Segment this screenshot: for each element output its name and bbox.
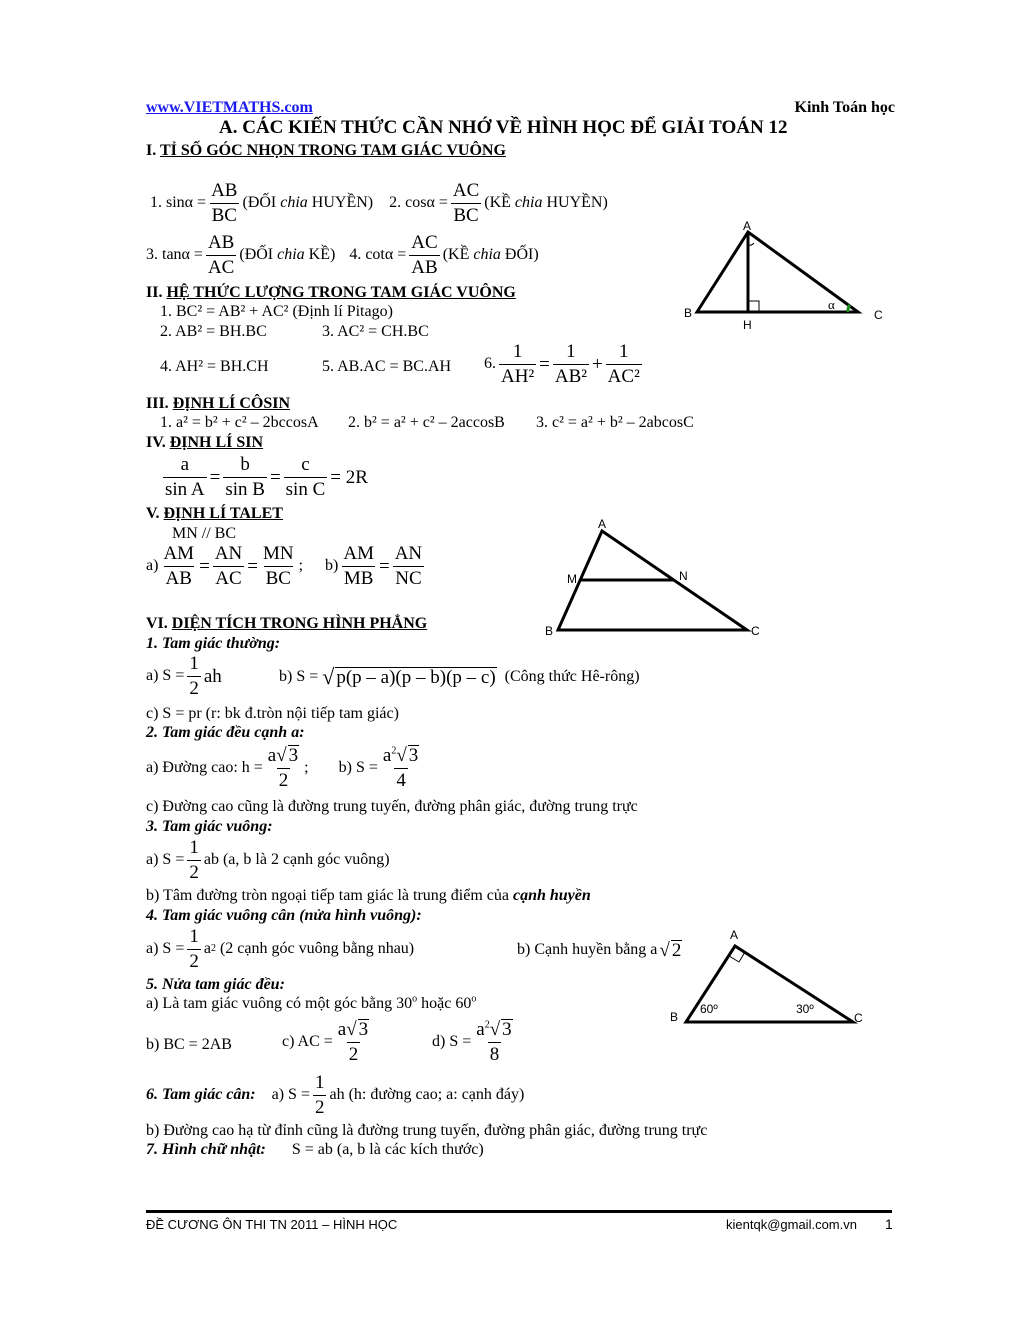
section-number: V. — [146, 505, 160, 522]
half-equilateral-bc: b) BC = 2AB — [146, 1036, 232, 1053]
equilateral-note: c) Đường cao cũng là đường trung tuyến, đường phân giác, đường trung trực — [146, 798, 638, 815]
vertex-label-m: M — [567, 572, 577, 586]
note: HUYỀN) — [546, 194, 608, 212]
fraction-numerator: AN — [394, 543, 423, 564]
formula-ac2: 3. AC² = CH.BC — [322, 323, 429, 340]
formula-tail: ah — [203, 665, 222, 687]
equals-sign: = — [199, 555, 210, 577]
fraction-numerator: AC — [411, 232, 438, 253]
fraction-denominator: sin B — [225, 478, 265, 500]
angle-label-b: 60º — [700, 1002, 718, 1016]
area-formula-pr: c) S = pr (r: bk đ.tròn nội tiếp tam giác) — [146, 705, 399, 722]
formula-label: a) — [146, 557, 159, 575]
formula-label: d) S = — [432, 1032, 472, 1050]
section-4-heading — [146, 435, 263, 451]
formula-tail: a — [203, 940, 211, 958]
fraction-denominator: 2 — [314, 1096, 325, 1118]
vertex-label-c: C — [751, 624, 760, 638]
section-title: HỆ THỨC LƯỢNG TRONG TAM GIÁC VUÔNG — [166, 284, 516, 301]
formula-label: a) S = — [271, 1086, 310, 1104]
isosceles-note: b) Đường cao hạ từ đỉnh cũng là đường trung tuyến, đường phân giác, đường trung trực — [146, 1122, 708, 1139]
section-number: VI. — [146, 615, 168, 632]
formula-ab2: 2. AB² = BH.BC — [160, 323, 267, 340]
fraction-denominator: sin A — [165, 478, 205, 500]
fraction-numerator: a — [382, 745, 392, 766]
section-title: ĐỊNH LÍ CÔSIN — [172, 395, 291, 412]
vertex-label-c: C — [874, 308, 883, 322]
section-3-heading — [146, 396, 290, 412]
degree-mark: o — [412, 993, 418, 1005]
note-text: hoặc 60 — [417, 995, 472, 1012]
formula-label: a) S = — [146, 851, 185, 869]
fraction-numerator: a — [180, 454, 190, 475]
fraction-denominator: 2 — [189, 861, 199, 883]
fraction-denominator: 2 — [278, 769, 289, 791]
formula-label: 2. cosα = — [389, 194, 448, 212]
vertex-label-c: C — [854, 1011, 863, 1025]
semicolon: ; — [298, 557, 304, 575]
section-number: IV. — [146, 434, 166, 451]
section-title: ĐỊNH LÍ SIN — [169, 434, 264, 451]
section-2-heading — [146, 285, 516, 301]
fraction-denominator: AH² — [501, 365, 535, 387]
right-triangle-area-formula — [146, 838, 390, 883]
exponent: 2 — [484, 1019, 490, 1031]
isosceles-right-area-formula: a) S = $\frac{1}{2}$ a 2 (2 cạnh góc vuông bằng nhau) — [146, 926, 415, 972]
fraction-numerator: AB — [211, 180, 238, 201]
subsection-6-title: 6. Tam giác cân: — [146, 1086, 256, 1104]
formula-ah2: 4. AH² = BH.CH — [160, 358, 269, 375]
note-text: b) Tâm đường tròn ngoại tiếp tam giác là trung điểm của — [146, 887, 509, 904]
pythagoras-formula: 1. BC² = AB² + AC² (Định lí Pitago) — [160, 303, 393, 320]
half-equilateral-area — [432, 1019, 518, 1065]
cosine-law-a: 1. a² = b² + c² – 2bccosA — [160, 414, 319, 431]
note-emphasis: cạnh huyền — [512, 887, 591, 904]
equals-sign: = — [378, 555, 390, 577]
angle-label-c: 30º — [796, 1002, 814, 1016]
fraction-denominator: AB — [411, 256, 438, 278]
vertex-label-b: B — [670, 1010, 679, 1024]
section-number: III. — [146, 395, 169, 412]
formula-label: 4. cotα = — [349, 246, 407, 264]
formula-ab-ac: 5. AB.AC = BC.AH — [322, 358, 452, 375]
formula-tail: ab (a, b là 2 cạnh góc vuông) — [203, 851, 390, 869]
header-right-label: Kinh Toán học — [794, 99, 895, 116]
note: ĐỐI) — [504, 246, 539, 264]
angle-label-alpha: α — [828, 297, 835, 312]
fraction-numerator: 1 — [314, 1072, 325, 1093]
fraction-numerator: a — [337, 1019, 347, 1040]
formula-sin — [150, 181, 608, 226]
fraction-denominator: BC — [265, 567, 291, 589]
fraction-numerator: 1 — [189, 653, 199, 674]
fraction-denominator: 4 — [396, 769, 406, 791]
fraction-numerator: 1 — [566, 341, 576, 362]
fraction-denominator: NC — [395, 567, 422, 589]
section-number: I. — [146, 142, 157, 159]
subsection-2-title: 2. Tam giác đều cạnh a: — [146, 724, 305, 741]
sqrt-sign: √ — [659, 939, 670, 961]
fraction-denominator: AC — [207, 256, 235, 278]
vertex-label-n: N — [679, 569, 688, 583]
formula-label: a) S = — [146, 940, 185, 958]
fraction-numerator: AC — [452, 180, 480, 201]
sqrt-sign: √ — [396, 745, 407, 766]
subsection-5-title: 5. Nửa tam giác đều: — [146, 976, 285, 993]
radicand: 2 — [671, 940, 682, 961]
formula-tail: ah (h: đường cao; a: cạnh đáy) — [329, 1086, 525, 1104]
formula-label: b) S = — [279, 668, 319, 685]
sqrt-sign: √ — [322, 664, 335, 689]
equilateral-height-formula — [146, 745, 424, 791]
section-title: DIỆN TÍCH TRONG HÌNH PHẲNG — [171, 615, 428, 632]
fraction-numerator: AM — [163, 543, 195, 564]
vertex-label-b: B — [684, 306, 693, 320]
vertex-label-a: A — [743, 219, 752, 233]
fraction-numerator: AM — [343, 543, 374, 564]
degree-mark: o — [471, 993, 477, 1005]
fraction-denominator: AB² — [554, 365, 587, 387]
equals-sign: = — [269, 466, 281, 488]
fraction-numerator: c — [301, 454, 310, 475]
vertex-label-a: A — [730, 928, 739, 942]
formula-label: b) — [325, 557, 339, 575]
fraction-numerator: b — [240, 454, 250, 475]
subsection-3-title: 3. Tam giác vuông: — [146, 818, 273, 835]
formula-note: (2 cạnh góc vuông bằng nhau) — [219, 940, 415, 958]
heron-formula — [279, 666, 640, 688]
formula-label: 3. tanα = — [146, 246, 203, 264]
plus-sign: + — [591, 353, 603, 375]
vertex-label-a: A — [598, 517, 607, 531]
formula-text: S = ab (a, b là các kích thước) — [291, 1141, 484, 1158]
formula-label: 6. — [484, 355, 496, 373]
subsection-7-title: 7. Hình chữ nhật: — [146, 1141, 266, 1158]
fraction-denominator: 8 — [489, 1043, 500, 1065]
note: (ĐỐI — [242, 194, 277, 212]
parallel-condition: MN // BC — [172, 525, 237, 542]
section-5-heading — [146, 506, 283, 522]
page-title: A. CÁC KIẾN THỨC CẦN NHỚ VỀ HÌNH HỌC ĐỂ GIẢI TOÁN 12 — [219, 117, 788, 138]
fraction-denominator: BC — [211, 204, 237, 226]
subsection-1-title: 1. Tam giác thường: — [146, 635, 281, 652]
section-number: II. — [146, 284, 163, 301]
half-equilateral-note — [146, 993, 477, 1012]
footer-divider — [146, 1210, 892, 1213]
fraction-numerator: a — [476, 1019, 485, 1040]
area-formula-half-ah — [146, 654, 222, 699]
fraction-numerator: a — [267, 745, 277, 766]
fraction-numerator: 1 — [189, 926, 199, 947]
radicand: 3 — [502, 1019, 512, 1040]
radicand: 3 — [288, 745, 299, 766]
fraction-denominator: MB — [343, 567, 374, 589]
note: (ĐỐI — [239, 246, 274, 264]
formula-label: a) Đường cao: h = — [146, 758, 263, 776]
footer-email[interactable]: kientqk@gmail.com.vn — [726, 1217, 857, 1232]
exponent: 2 — [391, 745, 397, 757]
sqrt-sign: √ — [276, 745, 287, 766]
formula-note: (Công thức Hê-rông) — [504, 668, 640, 685]
fraction-denominator: AB — [165, 567, 192, 589]
formula-label: a) S = — [146, 667, 185, 685]
subsection-4-title: 4. Tam giác vuông cân (nửa hình vuông): — [146, 907, 422, 924]
section-title: TỈ SỐ GÓC NHỌN TRONG TAM GIÁC VUÔNG — [159, 142, 506, 159]
fraction-denominator: 2 — [348, 1043, 359, 1065]
sqrt-sign: √ — [346, 1019, 357, 1040]
equals-sign: = — [247, 555, 258, 577]
note-italic: chia — [280, 194, 308, 212]
sqrt-sign: √ — [489, 1019, 501, 1040]
hypotenuse-formula — [517, 940, 682, 960]
circumcenter-note — [146, 888, 591, 904]
fraction-denominator: 2 — [189, 677, 199, 699]
fraction-denominator: BC — [453, 204, 479, 226]
note: (KỀ — [442, 246, 470, 264]
formula-label: 1. sinα = — [150, 194, 207, 212]
fraction-numerator: 1 — [189, 837, 199, 858]
note-text: a) Là tam giác vuông có một góc bằng 30 — [146, 995, 413, 1012]
section-title: ĐỊNH LÍ TALET — [163, 505, 283, 522]
fraction-numerator: AB — [207, 232, 235, 253]
half-equilateral-triangle-figure — [665, 925, 875, 1030]
cosine-law-b: 2. b² = a² + c² – 2accosB — [348, 414, 505, 431]
talet-triangle-figure — [540, 515, 770, 645]
right-triangle-altitude-figure — [680, 215, 890, 340]
formula-label: c) AC = — [282, 1032, 333, 1050]
isosceles-area-formula — [146, 1073, 524, 1118]
sine-law-formula — [160, 455, 368, 500]
page-number: 1 — [885, 1216, 893, 1232]
site-link[interactable]: www.VIETMATHS.com — [146, 99, 313, 116]
fraction-denominator: 2 — [189, 950, 199, 972]
note: KỀ) — [308, 246, 336, 264]
note-italic: chia — [473, 246, 501, 264]
fraction-denominator: sin C — [285, 478, 326, 500]
cosine-law-c: 3. c² = a² + b² – 2abcosC — [536, 414, 694, 431]
section-1-heading — [146, 143, 506, 159]
formula-label: b) S = — [338, 758, 378, 776]
fraction-denominator: AC — [215, 567, 242, 589]
vertex-label-b: B — [545, 624, 554, 638]
rectangle-area-formula — [146, 1142, 484, 1158]
vertex-label-h: H — [743, 318, 752, 332]
fraction-numerator: AN — [214, 543, 243, 564]
note-italic: chia — [277, 246, 305, 264]
talet-formula-a — [146, 544, 427, 589]
note-italic: chia — [514, 194, 543, 212]
formula-tan — [146, 233, 539, 278]
sine-law-result: = 2R — [330, 466, 368, 488]
note: (KỀ — [484, 194, 511, 212]
radicand: p(p – a)(p – b)(p – c) — [336, 667, 496, 688]
fraction-numerator: 1 — [512, 341, 523, 362]
half-equilateral-ac — [282, 1019, 374, 1065]
equals-sign: = — [539, 353, 550, 375]
right-angle-mark — [748, 301, 759, 312]
fraction-numerator: 1 — [618, 341, 629, 362]
equals-sign: = — [209, 466, 221, 488]
note: HUYỀN) — [311, 194, 374, 212]
fraction-numerator: MN — [262, 543, 294, 564]
radicand: 3 — [408, 745, 419, 766]
semicolon: ; — [304, 758, 309, 776]
radicand: 3 — [358, 1019, 369, 1040]
section-6-heading — [146, 616, 427, 632]
fraction-denominator: AC² — [607, 365, 640, 387]
formula-label: b) Cạnh huyền bằng a — [517, 941, 658, 958]
formula-inverse-squares — [484, 342, 645, 387]
footer-title: ĐỀ CƯƠNG ÔN THI TN 2011 – HÌNH HỌC — [146, 1217, 398, 1232]
